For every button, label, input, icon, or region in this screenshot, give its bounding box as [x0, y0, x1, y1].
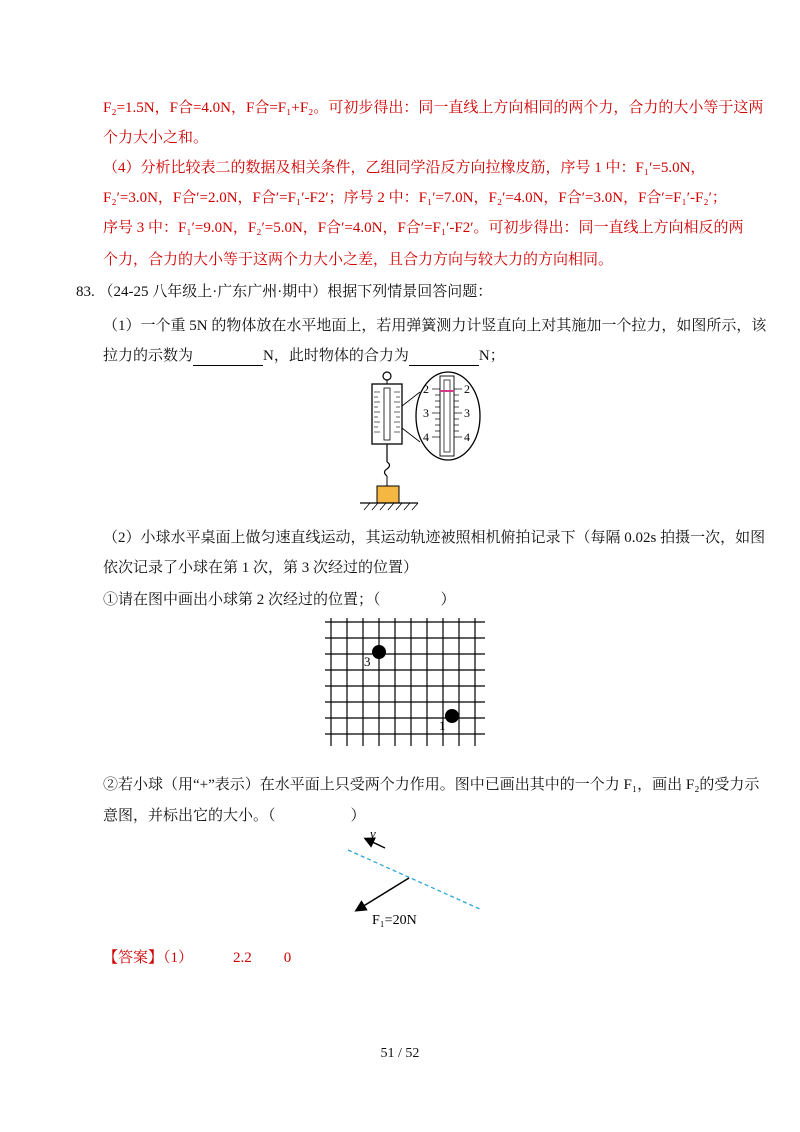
ball-label-1: 1: [439, 718, 446, 733]
answer-blank-1[interactable]: [193, 349, 263, 366]
scale-label-left-3: 3: [423, 406, 429, 420]
scale-label-left-4: 4: [423, 430, 429, 444]
trajectory-line: [348, 850, 482, 910]
answer-line: 【答案】（1） 2.2 0: [103, 950, 292, 966]
ball-position-3: [372, 645, 386, 659]
red-line-2: 个力大小之和。: [103, 130, 209, 146]
page-number: 51 / 52: [380, 1046, 420, 1061]
part2-line1: （2）小球水平桌面上做匀速直线运动，其运动轨迹被照相机俯拍记录下（每隔 0.02s 拍摄一次，如图: [103, 530, 766, 546]
scale-label-right-4: 4: [464, 430, 470, 444]
sub-question-2-line2: 意图，并标出它的大小。（ ）: [103, 808, 366, 824]
red-line-6: 个力，合力的大小等于这两个力大小之差，且合力方向与较大力的方向相同。: [103, 252, 614, 268]
question-source: （24-25 八年级上·广东广州·期中）根据下列情景回答问题：: [98, 284, 493, 300]
part1-line1: （1）一个重 5N 的物体放在水平地面上，若用弹簧测力计竖直向上对其施加一个拉力，如图所示，该: [103, 318, 767, 334]
red-line-3: （4）分析比较表二的数据及相关条件，乙组同学沿反方向拉橡皮筋，序号 1 中：F₁′=5.0N，: [103, 160, 706, 176]
question-number: 83.: [76, 284, 95, 300]
sub-question-1: ①请在图中画出小球第 2 次经过的位置；（ ）: [103, 592, 456, 608]
velocity-label: v: [370, 826, 376, 841]
ball-grid-figure[interactable]: [325, 618, 485, 746]
ball-position-1: [445, 709, 459, 723]
part2-line2: 依次记录了小球在第 1 次，第 3 次经过的位置）: [103, 560, 419, 576]
force-f1-label: F₁=20N: [372, 913, 417, 928]
scale-label-right-2: 2: [464, 382, 470, 396]
answer-tag: 【答案】: [103, 950, 164, 966]
part1-line2: 拉力的示数为 N，此时物体的合力为 N；: [103, 348, 505, 364]
scale-label-left-2: 2: [423, 382, 429, 396]
force-f1-arrow: [357, 878, 409, 910]
red-line-4: F₂′=3.0N，F合′=2.0N，F合′=F₁′-F2′；序号 2 中：F₁′=7.0N，F₂′=4.0N，F合′=3.0N，F合′=F₁′-F₂′；: [103, 190, 727, 206]
sub-question-2-line1: ②若小球（用“+”表示）在水平面上只受两个力作用。图中已画出其中的一个力 F₁，画出 F₂的受力示: [103, 777, 760, 793]
answer-blank-2[interactable]: [409, 349, 479, 366]
red-line-1: F₂=1.5N，F合=4.0N，F合=F₁+F₂。可初步得出：同一直线上方向相同的两个力，合力的大小等于这两: [103, 100, 764, 116]
red-line-5: 序号 3 中：F₁′=9.0N，F₂′=5.0N，F合′=4.0N，F合′=F₁′-F2′。可初步得出：同一直线上方向相反的两: [103, 220, 744, 236]
ball-label-3: 3: [364, 654, 371, 669]
answer-value-2: 0: [283, 950, 292, 966]
scale-label-right-3: 3: [464, 406, 470, 420]
answer-value-1: 2.2: [233, 950, 252, 966]
question-83-header: [76, 282, 492, 302]
force-diagram-figure[interactable]: [340, 826, 490, 932]
spring-scale-figure: [360, 370, 500, 520]
